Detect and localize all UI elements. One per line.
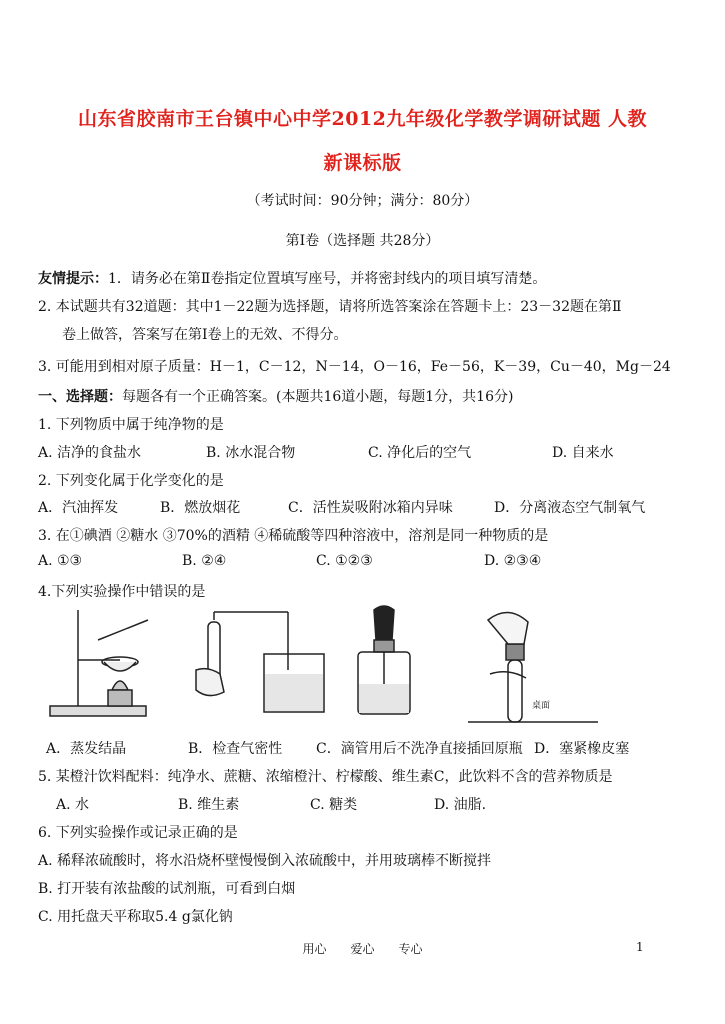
q4-option-a: A．蒸发结晶: [46, 741, 127, 757]
q1-option-c: C. 净化后的空气: [368, 445, 472, 461]
q1-option-d: D. 自来水: [552, 445, 614, 461]
q4-figures: [38, 600, 610, 728]
tip-3: 3. 可能用到相对原子质量：H－1，C－12，N－14，O－16，Fe－56，K－39，Cu－40，Mg－24: [38, 359, 671, 375]
q5-option-a: A. 水: [56, 797, 90, 813]
tip-1: 1．请务必在第Ⅱ卷指定位置填写座号，并将密封线内的项目填写清楚。: [108, 271, 547, 287]
footer-motto: 用心 爱心 专心: [302, 942, 423, 956]
section-heading: 第Ⅰ卷（选择题 共28分）: [285, 233, 440, 249]
q1-option-b: B. 冰水混合物: [206, 445, 296, 461]
q5-option-c: C. 糖类: [310, 797, 358, 813]
q2-option-a: A．汽油挥发: [38, 500, 119, 516]
q3-option-c: C. ①②③: [316, 553, 373, 569]
q5-option-b: B. 维生素: [178, 797, 240, 813]
q3-stem: 3. 在①碘酒 ②糖水 ③70%的酒精 ④稀硫酸等四种溶液中，溶剂是同一种物质的是: [38, 528, 549, 544]
q2-option-d: D．分离液态空气制氧气: [494, 500, 646, 516]
page-number: 1: [636, 940, 644, 954]
exam-info: （考试时间：90分钟；满分：80分）: [246, 193, 479, 209]
doc-title-line2: 新课标版: [323, 152, 402, 174]
tip-2a: 2. 本试题共有32道题：其中1－22题为选择题，请将所选答案涂在答题卡上：23－32题在第Ⅱ: [38, 299, 622, 315]
q3-option-b: B. ②④: [182, 553, 227, 569]
q3-option-d: D. ②③④: [484, 553, 542, 569]
q1-stem: 1. 下列物质中属于纯净物的是: [38, 417, 224, 433]
q2-option-b: B．燃放烟花: [160, 500, 241, 516]
q6-option-a: A. 稀释浓硫酸时，将水沿烧杯壁慢慢倒入浓硫酸中，并用玻璃棒不断搅拌: [38, 853, 492, 869]
lab-apparatus-figures: [38, 600, 610, 728]
q6-option-c: C. 用托盘天平称取5.4 g氯化钠: [38, 909, 233, 925]
tips-label: 友情提示：: [38, 271, 108, 287]
doc-title-line1: 山东省胶南市王台镇中心中学2012九年级化学教学调研试题 人教: [78, 108, 647, 130]
q2-stem: 2. 下列变化属于化学变化的是: [38, 473, 224, 489]
q4-option-b: B．检查气密性: [188, 741, 283, 757]
q5-option-d: D. 油脂.: [434, 797, 487, 813]
q4-option-d: D．塞紧橡皮塞: [534, 741, 630, 757]
q4-stem: 4.下列实验操作中错误的是: [38, 584, 206, 600]
part1-heading: [38, 386, 513, 406]
q6-option-b: B. 打开装有浓盐酸的试剂瓶，可看到白烟: [38, 881, 296, 897]
desk-label: 桌面: [532, 700, 551, 710]
q2-option-c: C．活性炭吸附冰箱内异味: [288, 500, 453, 516]
q1-option-a: A. 洁净的食盐水: [38, 445, 142, 461]
part1-text: 每题各有一个正确答案。(本题共16道小题，每题1分，共16分): [122, 389, 514, 405]
q6-stem: 6. 下列实验操作或记录正确的是: [38, 825, 238, 841]
q5-stem: 5. 某橙汁饮料配料：纯净水、蔗糖、浓缩橙汁、柠檬酸、维生素C，此饮料不含的营养物质是: [38, 769, 613, 785]
tip-2b: 卷上做答，答案写在第Ⅰ卷上的无效、不得分。: [62, 327, 348, 343]
q4-option-c: C．滴管用后不洗净直接插回原瓶: [316, 741, 523, 757]
q3-option-a: A. ①③: [38, 553, 83, 569]
part1-label: 一、选择题：: [38, 389, 122, 405]
tips-line1: [38, 268, 546, 288]
